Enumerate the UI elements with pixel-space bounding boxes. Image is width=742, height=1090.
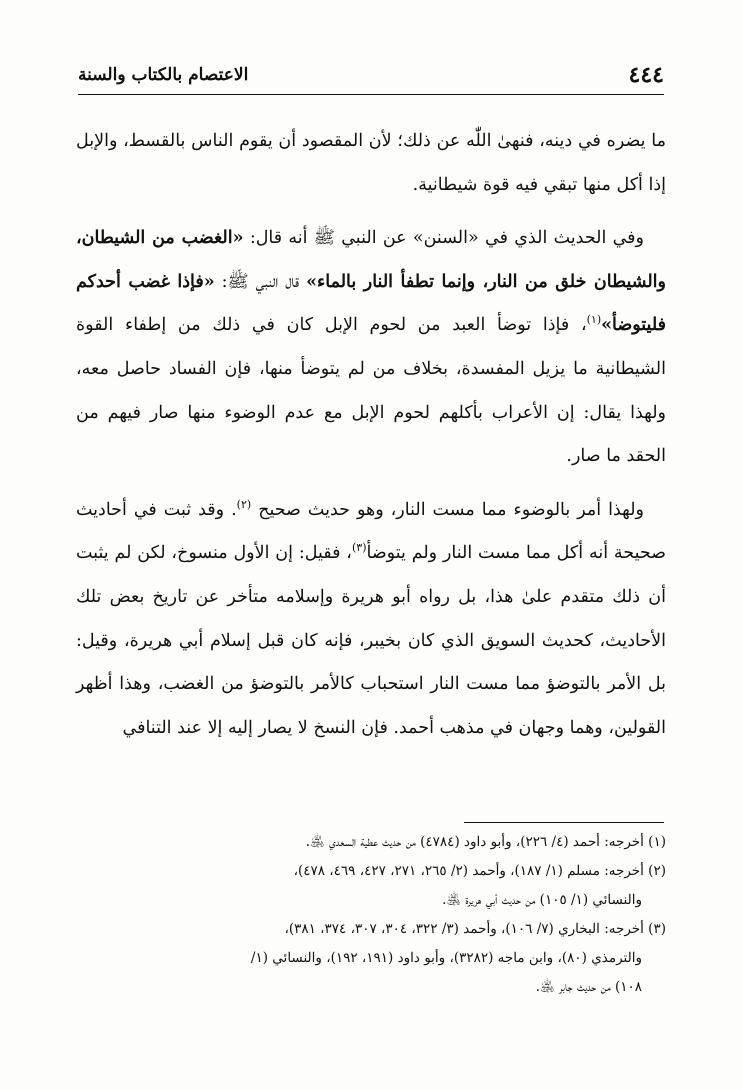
page-number: ٤٤٤	[628, 62, 664, 88]
paragraph-2-intro: وفي الحديث الذي في «السنن» عن النبي ﷺ أنه قال:	[243, 228, 644, 249]
hadith-quote-wudu: «فإذا غضب أحدكم فليتوضأ»	[76, 271, 666, 336]
footnote-2-line-1: (٢) أخرجه: مسلم (١/ ١٨٧)، وأحمد (٢/ ٢٦٥، ٢٧١، ٤٢٧، ٤٦٩، ٤٧٨)،	[293, 863, 666, 879]
page-header	[78, 56, 664, 95]
footnote-ref-3: (٣)	[351, 541, 367, 555]
main-text	[76, 120, 666, 760]
footnote-1: (١) أخرجه: أحمد (٤/ ٢٢٦)، وأبو داود (٤٧٨٤) من حديث عطية السعدي ﵁.	[305, 834, 666, 850]
paragraph-2-link: قال النبي ﷺ:	[214, 271, 307, 292]
paragraph-3-body: ، فقيل: إن الأول منسوخ، لكن لم يثبت أن ذلك متقدم علىٰ هذا، بل رواه أبو هريرة وإسلامه متأخر عن تاريخ بعض تلك الأحاديث، كحديث السويق الذي كان بخيبر، فإنه كان قبل إسلام أبي هريرة، وقيل: بل الأمر بالتوضؤ مما مست النار استحباب كالأمر بالتوضؤ من الغضب، وهذا أظهر القولين، وهما وجهان في مذهب أحمد. فإن النسخ لا يصار إليه إلا عند التنافي	[76, 543, 666, 738]
paragraph-3-intro: ولهذا أمر بالوضوء مما مست النار، وهو حديث صحيح	[258, 499, 644, 520]
footnote-2-line-2: والنسائي (١/ ١٠٥) من حديث أبي هريرة ﵁.	[442, 892, 642, 908]
paragraph-3-mid: . وقد ثبت في أحاديث صحيحة أنه أكل مما مست النار ولم يتوضأ	[76, 499, 666, 564]
paragraph-2-body: ، فإذا توضأ العبد من لحوم الإبل كان في ذلك من إطفاء القوة الشيطانية ما يزيل المفسدة، بخلاف من لم يتوضأ منها، فإن الفساد حاصل معه، ولهذا يقال: إن الأعراب بأكلهم لحوم الإبل مع عدم الوضوء منها صار فيهم من الحقد ما صار.	[76, 315, 666, 467]
paragraph-3	[76, 489, 666, 751]
paragraph-1-text: ما يضره في دينه، فنهىٰ اللّٰه عن ذلك؛ لأن المقصود أن يقوم الناس بالقسط، والإبل إذا أكل منها تبقي فيه قوة شيطانية.	[76, 131, 666, 195]
paragraph-2	[76, 217, 666, 479]
footnote-ref-1: (١)	[586, 313, 602, 327]
paragraph-1	[76, 120, 666, 207]
footnote-separator	[464, 822, 664, 823]
hadith-quote-anger: «الغضب من الشيطان، والشيطان خلق من النار، وإنما تطفأ النار بالماء»	[76, 228, 666, 292]
running-title: الاعتصام بالكتاب والسنة	[78, 65, 249, 85]
footnote-3-line-2: والترمذي (٨٠)، وابن ماجه (٣٢٨٢)، وأبو داود (١٩١، ١٩٢)، والنسائي (١/	[250, 950, 642, 966]
footnote-3-line-3: ١٠٨) من حديث جابر ﵁.	[535, 979, 642, 995]
footnote-ref-2: (٢)	[236, 497, 252, 511]
footnote-3-line-1: (٣) أخرجه: البخاري (٧/ ١٠٦)، وأحمد (٣/ ٣٢٢، ٣٠٤، ٣٠٧، ٣٧٤، ٣٨١)،	[284, 921, 666, 937]
footnotes	[78, 828, 666, 1002]
